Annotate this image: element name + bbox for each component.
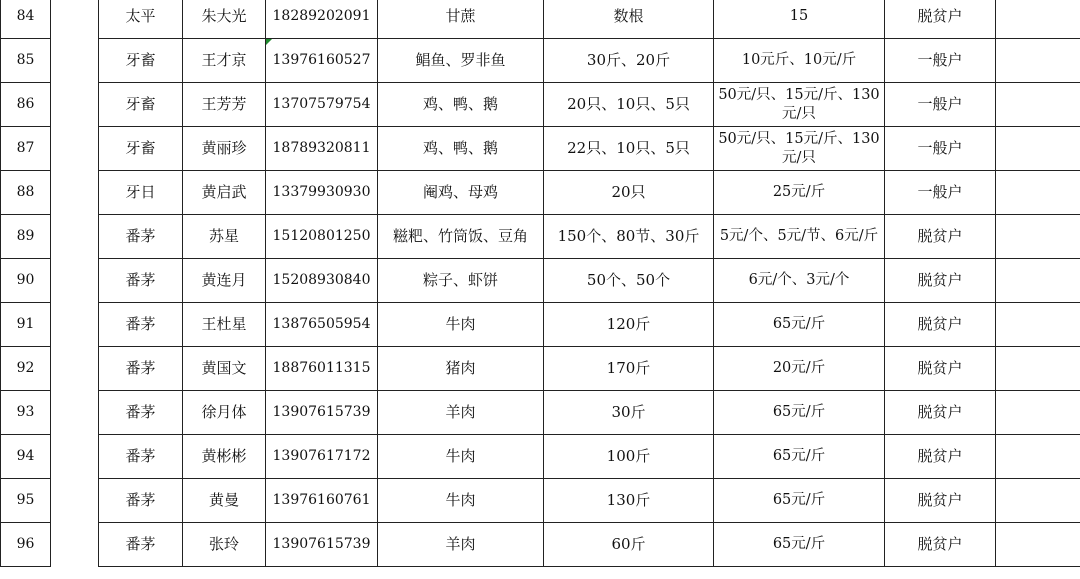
- cell-number[interactable]: 96: [1, 523, 51, 567]
- cell-phone[interactable]: 18289202091: [266, 0, 378, 39]
- table-body: [1, 0, 1080, 567]
- cell-price[interactable]: 65元/斤: [714, 435, 885, 479]
- cell-name[interactable]: 黄丽珍: [183, 127, 266, 171]
- cell-empty[interactable]: [996, 83, 1080, 127]
- cell-household-type[interactable]: 一般户: [885, 171, 996, 215]
- table-row: [1, 347, 1080, 391]
- cell-price[interactable]: 25元/斤: [714, 171, 885, 215]
- cell-number[interactable]: 94: [1, 435, 51, 479]
- cell-quantity[interactable]: 120斤: [544, 303, 714, 347]
- cell-phone[interactable]: 13907615739: [266, 391, 378, 435]
- table-row: [1, 39, 1080, 83]
- cell-product[interactable]: 牛肉: [378, 479, 544, 523]
- cell-price[interactable]: 65元/斤: [714, 479, 885, 523]
- cell-village[interactable]: 番茅: [99, 479, 183, 523]
- cell-price[interactable]: 15: [714, 0, 885, 39]
- cell-gap[interactable]: [51, 39, 99, 83]
- cell-number[interactable]: 95: [1, 479, 51, 523]
- table-row: [1, 259, 1080, 303]
- cell-empty[interactable]: [996, 391, 1080, 435]
- cell-name[interactable]: 徐月体: [183, 391, 266, 435]
- cell-phone[interactable]: 18876011315: [266, 347, 378, 391]
- cell-household-type[interactable]: 脱贫户: [885, 215, 996, 259]
- cell-gap[interactable]: [51, 171, 99, 215]
- cell-household-type[interactable]: 一般户: [885, 127, 996, 171]
- cell-gap[interactable]: [51, 215, 99, 259]
- cell-price[interactable]: 65元/斤: [714, 303, 885, 347]
- cell-empty[interactable]: [996, 303, 1080, 347]
- cell-product[interactable]: 糍粑、竹筒饭、豆角: [378, 215, 544, 259]
- cell-number[interactable]: 90: [1, 259, 51, 303]
- cell-village[interactable]: 番茅: [99, 347, 183, 391]
- cell-village[interactable]: 番茅: [99, 435, 183, 479]
- cell-quantity[interactable]: 数根: [544, 0, 714, 39]
- cell-product[interactable]: 甘蔗: [378, 0, 544, 39]
- cell-name[interactable]: 黄连月: [183, 259, 266, 303]
- cell-product[interactable]: 猪肉: [378, 347, 544, 391]
- cell-phone[interactable]: 13707579754: [266, 83, 378, 127]
- comment-marker-icon: [266, 39, 272, 45]
- cell-empty[interactable]: [996, 523, 1080, 567]
- cell-gap[interactable]: [51, 391, 99, 435]
- cell-quantity[interactable]: 30斤: [544, 391, 714, 435]
- cell-gap[interactable]: [51, 479, 99, 523]
- cell-quantity[interactable]: 22只、10只、5只: [544, 127, 714, 171]
- cell-empty[interactable]: [996, 347, 1080, 391]
- cell-quantity[interactable]: 20只: [544, 171, 714, 215]
- cell-empty[interactable]: [996, 435, 1080, 479]
- table-row: [1, 127, 1080, 171]
- cell-village[interactable]: 番茅: [99, 523, 183, 567]
- cell-household-type[interactable]: 脱贫户: [885, 479, 996, 523]
- cell-village[interactable]: 太平: [99, 0, 183, 39]
- cell-name[interactable]: 黄曼: [183, 479, 266, 523]
- cell-gap[interactable]: [51, 303, 99, 347]
- cell-empty[interactable]: [996, 127, 1080, 171]
- cell-product[interactable]: 鸡、鸭、鹅: [378, 127, 544, 171]
- cell-number[interactable]: 87: [1, 127, 51, 171]
- cell-number[interactable]: 93: [1, 391, 51, 435]
- cell-name[interactable]: 朱大光: [183, 0, 266, 39]
- table-row: [1, 171, 1080, 215]
- cell-phone[interactable]: 18789320811: [266, 127, 378, 171]
- cell-village[interactable]: 番茅: [99, 259, 183, 303]
- table-row: [1, 0, 1080, 39]
- cell-number[interactable]: 86: [1, 83, 51, 127]
- cell-phone[interactable]: 15208930840: [266, 259, 378, 303]
- cell-number[interactable]: 91: [1, 303, 51, 347]
- cell-product[interactable]: 牛肉: [378, 303, 544, 347]
- cell-phone[interactable]: 13907615739: [266, 523, 378, 567]
- cell-phone[interactable]: 13907617172: [266, 435, 378, 479]
- cell-price[interactable]: 65元/斤: [714, 391, 885, 435]
- cell-quantity[interactable]: 50个、50个: [544, 259, 714, 303]
- cell-name[interactable]: 黄彬彬: [183, 435, 266, 479]
- cell-quantity[interactable]: 60斤: [544, 523, 714, 567]
- cell-product[interactable]: 羊肉: [378, 523, 544, 567]
- cell-number[interactable]: 84: [1, 0, 51, 39]
- cell-village[interactable]: 牙畜: [99, 127, 183, 171]
- cell-name[interactable]: 黄启武: [183, 171, 266, 215]
- cell-quantity[interactable]: 20只、10只、5只: [544, 83, 714, 127]
- cell-number[interactable]: 89: [1, 215, 51, 259]
- cell-village[interactable]: 牙畜: [99, 39, 183, 83]
- cell-household-type[interactable]: 脱贫户: [885, 303, 996, 347]
- cell-price[interactable]: 50元/只、15元/斤、130元/只: [714, 127, 885, 171]
- cell-phone[interactable]: 13976160527: [266, 39, 378, 83]
- cell-product[interactable]: 牛肉: [378, 435, 544, 479]
- cell-gap[interactable]: [51, 0, 99, 39]
- cell-empty[interactable]: [996, 39, 1080, 83]
- cell-village[interactable]: 牙日: [99, 171, 183, 215]
- cell-name[interactable]: 黄国文: [183, 347, 266, 391]
- cell-quantity[interactable]: 170斤: [544, 347, 714, 391]
- cell-product[interactable]: 阉鸡、母鸡: [378, 171, 544, 215]
- cell-price[interactable]: 6元/个、3元/个: [714, 259, 885, 303]
- cell-quantity[interactable]: 150个、80节、30斤: [544, 215, 714, 259]
- cell-empty[interactable]: [996, 259, 1080, 303]
- cell-village[interactable]: 牙畜: [99, 83, 183, 127]
- cell-empty[interactable]: [996, 215, 1080, 259]
- cell-phone[interactable]: 13976160761: [266, 479, 378, 523]
- cell-village[interactable]: 番茅: [99, 215, 183, 259]
- cell-quantity[interactable]: 100斤: [544, 435, 714, 479]
- cell-gap[interactable]: [51, 127, 99, 171]
- table-row: [1, 391, 1080, 435]
- cell-gap[interactable]: [51, 347, 99, 391]
- cell-product[interactable]: 鸡、鸭、鹅: [378, 83, 544, 127]
- cell-product[interactable]: 粽子、虾饼: [378, 259, 544, 303]
- cell-quantity[interactable]: 130斤: [544, 479, 714, 523]
- cell-quantity[interactable]: 30斤、20斤: [544, 39, 714, 83]
- cell-empty[interactable]: [996, 479, 1080, 523]
- cell-empty[interactable]: [996, 0, 1080, 39]
- cell-household-type[interactable]: 一般户: [885, 39, 996, 83]
- cell-price[interactable]: 50元/只、15元/斤、130元/只: [714, 83, 885, 127]
- cell-price[interactable]: 5元/个、5元/节、6元/斤: [714, 215, 885, 259]
- table-row: [1, 435, 1080, 479]
- cell-product[interactable]: 鲳鱼、罗非鱼: [378, 39, 544, 83]
- cell-household-type[interactable]: 脱贫户: [885, 259, 996, 303]
- table-row: [1, 303, 1080, 347]
- cell-household-type[interactable]: 脱贫户: [885, 0, 996, 39]
- cell-price[interactable]: 20元/斤: [714, 347, 885, 391]
- cell-gap[interactable]: [51, 435, 99, 479]
- cell-household-type[interactable]: 一般户: [885, 83, 996, 127]
- cell-household-type[interactable]: 脱贫户: [885, 435, 996, 479]
- table-row: [1, 83, 1080, 127]
- cell-name[interactable]: 王才京: [183, 39, 266, 83]
- cell-phone[interactable]: 13876505954: [266, 303, 378, 347]
- cell-price[interactable]: 65元/斤: [714, 523, 885, 567]
- cell-household-type[interactable]: 脱贫户: [885, 523, 996, 567]
- cell-gap[interactable]: [51, 523, 99, 567]
- cell-household-type[interactable]: 脱贫户: [885, 391, 996, 435]
- table-row: [1, 523, 1080, 567]
- cell-gap[interactable]: [51, 83, 99, 127]
- table-row: [1, 215, 1080, 259]
- cell-gap[interactable]: [51, 259, 99, 303]
- cell-village[interactable]: 番茅: [99, 391, 183, 435]
- table-row: [1, 479, 1080, 523]
- cell-price[interactable]: 10元斤、10元/斤: [714, 39, 885, 83]
- cell-household-type[interactable]: 脱贫户: [885, 347, 996, 391]
- cell-number[interactable]: 92: [1, 347, 51, 391]
- cell-number[interactable]: 88: [1, 171, 51, 215]
- cell-number[interactable]: 85: [1, 39, 51, 83]
- cell-phone[interactable]: 15120801250: [266, 215, 378, 259]
- cell-name[interactable]: 苏星: [183, 215, 266, 259]
- cell-name[interactable]: 王杜星: [183, 303, 266, 347]
- cell-product[interactable]: 羊肉: [378, 391, 544, 435]
- cell-village[interactable]: 番茅: [99, 303, 183, 347]
- cell-name[interactable]: 王芳芳: [183, 83, 266, 127]
- cell-phone[interactable]: 13379930930: [266, 171, 378, 215]
- cell-name[interactable]: 张玲: [183, 523, 266, 567]
- cell-empty[interactable]: [996, 171, 1080, 215]
